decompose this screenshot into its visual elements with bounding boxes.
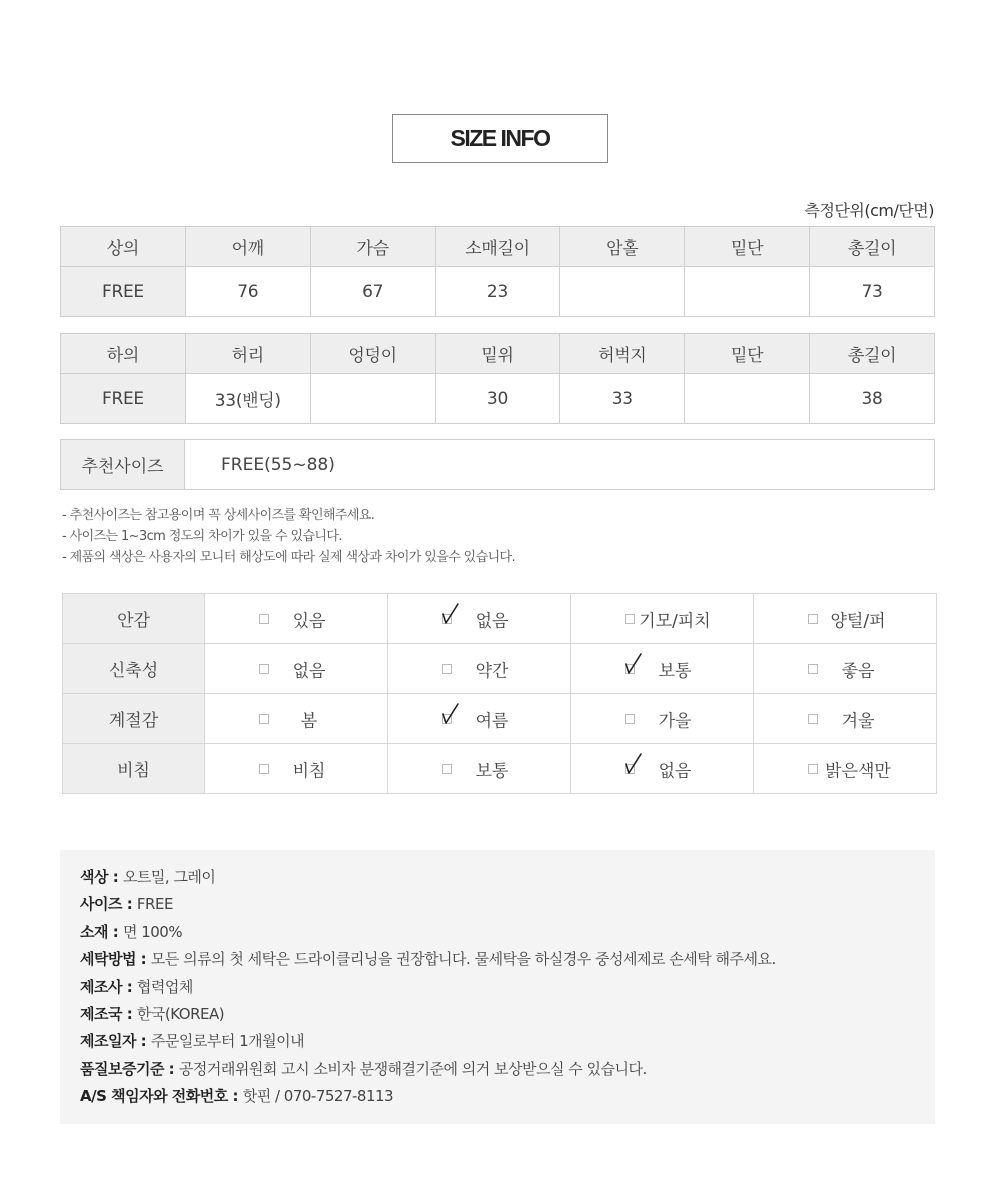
header-cell: 총길이 <box>810 227 935 267</box>
table-header-row <box>61 227 935 267</box>
option-label: 기모/피치 <box>639 611 711 631</box>
info-value: 협력업체 <box>136 977 193 996</box>
feature-table <box>62 593 937 794</box>
info-row <box>80 1028 935 1055</box>
info-value: 모든 의류의 첫 세탁은 드라이클리닝을 권장합니다. 물세탁을 하실경우 중성세제로 손세탁 해주세요. <box>150 950 776 969</box>
option-label: 약간 <box>475 661 509 681</box>
feature-option-cell <box>571 644 754 694</box>
info-row <box>80 1056 935 1083</box>
info-key: 제조일자 : <box>80 1032 151 1051</box>
top-size-table <box>60 226 935 317</box>
header-cell: 허벅지 <box>560 334 685 374</box>
header-cell: 밑단 <box>685 334 810 374</box>
option-label: 보통 <box>475 761 509 781</box>
value-cell <box>310 374 435 424</box>
table-row <box>61 267 935 317</box>
size-label-cell: FREE <box>61 267 186 317</box>
header-cell: 밑단 <box>685 227 810 267</box>
note-line: - 사이즈는 1~3cm 정도의 차이가 있을 수 있습니다. <box>62 529 342 544</box>
recommended-size-value: FREE(55~88) <box>221 454 335 475</box>
value-cell: 30 <box>435 374 560 424</box>
info-key: 제조사 : <box>80 977 137 996</box>
info-row <box>80 864 935 891</box>
feature-option-cell <box>388 594 571 644</box>
value-cell: 73 <box>810 267 935 317</box>
value-cell: 33 <box>560 374 685 424</box>
product-info-box <box>60 850 935 1124</box>
info-value: 면 100% <box>122 922 183 941</box>
feature-option-cell <box>388 694 571 744</box>
feature-label: 안감 <box>63 594 205 644</box>
feature-option-cell <box>205 644 388 694</box>
feature-label: 계절감 <box>63 694 205 744</box>
feature-row <box>63 594 937 644</box>
measurement-unit-label: 측정단위(cm/단면) <box>804 201 934 220</box>
info-value: FREE <box>136 895 173 914</box>
info-key: 색상 : <box>80 868 123 886</box>
value-cell <box>685 267 810 317</box>
option-label: 비침 <box>292 761 326 781</box>
option-label: 없음 <box>475 611 509 631</box>
info-key: 사이즈 : <box>80 895 137 914</box>
option-label: 좋음 <box>841 661 875 681</box>
recommended-size-label: 추천사이즈 <box>61 440 185 489</box>
header-cell: 밑위 <box>435 334 560 374</box>
info-value: 공정거래위원회 고시 소비자 분쟁해결기준에 의거 보상받으실 수 있습니다. <box>178 1059 647 1078</box>
size-info-title: SIZE INFO <box>392 114 608 163</box>
info-row <box>80 974 935 1001</box>
option-label: 여름 <box>475 711 509 731</box>
feature-option-cell <box>205 694 388 744</box>
option-label: 봄 <box>300 711 318 731</box>
feature-option-cell <box>754 644 937 694</box>
value-cell: 76 <box>185 267 310 317</box>
note-line: - 추천사이즈는 참고용이며 꼭 상세사이즈를 확인해주세요. <box>62 508 375 523</box>
info-value: 오트밀, 그레이 <box>122 868 216 886</box>
option-label: 없음 <box>292 661 326 681</box>
feature-label: 신축성 <box>63 644 205 694</box>
option-label: 있음 <box>292 611 326 631</box>
info-row <box>80 1083 935 1110</box>
feature-option-cell <box>754 744 937 794</box>
info-row <box>80 891 935 918</box>
header-cell: 하의 <box>61 334 186 374</box>
header-cell: 가슴 <box>310 227 435 267</box>
header-cell: 암홀 <box>560 227 685 267</box>
value-cell: 33(밴딩) <box>185 374 310 424</box>
bottom-size-table <box>60 333 935 424</box>
option-label: 가을 <box>658 711 692 731</box>
header-cell: 어깨 <box>185 227 310 267</box>
value-cell: 38 <box>810 374 935 424</box>
header-cell: 총길이 <box>810 334 935 374</box>
value-cell: 67 <box>310 267 435 317</box>
header-cell: 소매길이 <box>435 227 560 267</box>
feature-option-cell <box>388 644 571 694</box>
info-key: A/S 책임자와 전화번호 : <box>80 1087 243 1106</box>
option-label: 없음 <box>658 761 692 781</box>
size-notes <box>62 505 515 568</box>
header-cell: 엉덩이 <box>310 334 435 374</box>
info-key: 세탁방법 : <box>80 950 151 969</box>
feature-row <box>63 644 937 694</box>
option-label: 밝은색만 <box>825 761 891 781</box>
header-cell: 상의 <box>61 227 186 267</box>
info-row <box>80 919 935 946</box>
option-label: 양털/퍼 <box>830 611 886 631</box>
feature-row <box>63 744 937 794</box>
note-line: - 제품의 색상은 사용자의 모니터 해상도에 따라 실제 색상과 차이가 있을수 있습니다. <box>62 550 516 565</box>
info-key: 품질보증기준 : <box>80 1059 179 1078</box>
header-cell: 허리 <box>185 334 310 374</box>
feature-option-cell <box>571 594 754 644</box>
info-value: 핫핀 / 070-7527-8113 <box>242 1087 394 1106</box>
info-key: 제조국 : <box>80 1005 137 1024</box>
feature-option-cell <box>571 744 754 794</box>
size-label-cell: FREE <box>61 374 186 424</box>
info-value: 한국(KOREA) <box>136 1005 225 1024</box>
info-row <box>80 1001 935 1028</box>
value-cell <box>685 374 810 424</box>
feature-option-cell <box>571 694 754 744</box>
feature-option-cell <box>205 594 388 644</box>
feature-label: 비침 <box>63 744 205 794</box>
feature-option-cell <box>754 694 937 744</box>
feature-row <box>63 694 937 744</box>
feature-option-cell <box>754 594 937 644</box>
info-value: 주문일로부터 1개월이내 <box>150 1032 305 1051</box>
feature-option-cell <box>205 744 388 794</box>
info-row <box>80 946 935 973</box>
option-label: 보통 <box>658 661 692 681</box>
info-key: 소재 : <box>80 922 123 941</box>
value-cell: 23 <box>435 267 560 317</box>
table-header-row <box>61 334 935 374</box>
value-cell <box>560 267 685 317</box>
feature-option-cell <box>388 744 571 794</box>
recommended-size-box <box>60 439 935 490</box>
table-row <box>61 374 935 424</box>
option-label: 겨울 <box>841 711 875 731</box>
